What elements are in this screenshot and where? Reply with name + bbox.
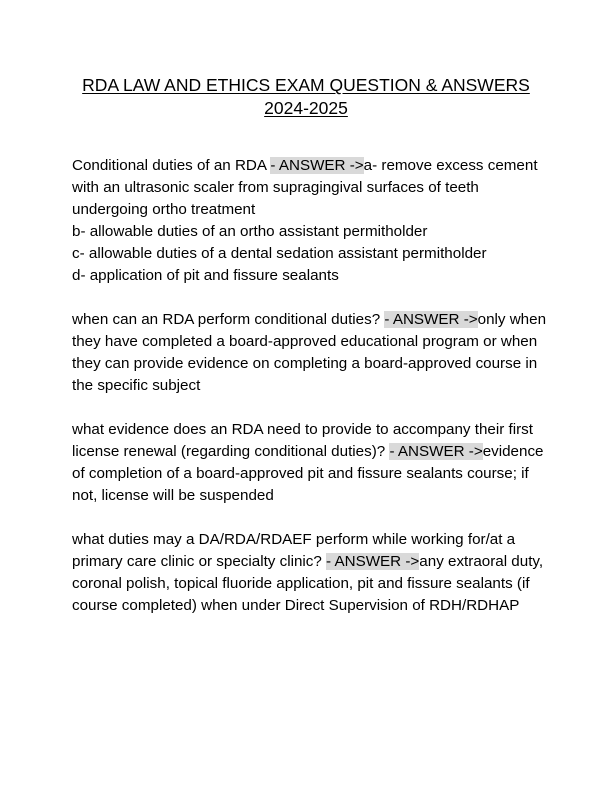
qa-item <box>72 529 547 617</box>
question-text: what evidence does an RDA need to provide to accompany their first license renewal (regarding conditional duties)? <box>72 421 533 460</box>
answer-marker: - ANSWER -> <box>389 443 483 460</box>
answer-text: only when they have completed a board-approved educational program or when they can provide evidence on completing a board-approved course in the specific subject <box>72 311 547 394</box>
answer-option: a- remove excess cement with an ultrasonic scaler from supragingival surfaces of teeth undergoing ortho treatment <box>72 157 538 218</box>
qa-item <box>72 419 547 507</box>
answer-marker: - ANSWER -> <box>326 553 420 570</box>
answer-option: c- allowable duties of a dental sedation assistant permitholder <box>72 245 487 262</box>
question-text: when can an RDA perform conditional duties? <box>72 311 385 328</box>
answer-text: any extraoral duty, coronal polish, topical fluoride application, pit and fissure sealants (if course completed) when under Direct Supervision of RDH/RDHAP <box>72 553 544 614</box>
answer-marker: - ANSWER -> <box>384 311 478 328</box>
question-text: what duties may a DA/RDA/RDAEF perform while working for/at a primary care clinic or specialty clinic? <box>72 531 516 570</box>
title-line-1: RDA LAW AND ETHICS EXAM QUESTION & ANSWERS <box>82 75 530 95</box>
question-text: Conditional duties of an RDA <box>72 157 271 174</box>
answer-text: evidence of completion of a board-approved pit and fissure sealants course; if not, license will be suspended <box>72 443 544 504</box>
qa-list <box>72 155 547 617</box>
qa-item <box>72 309 547 397</box>
document-title <box>0 74 612 120</box>
answer-option: b- allowable duties of an ortho assistant permitholder <box>72 223 428 240</box>
qa-item <box>72 155 547 287</box>
title-line-2: 2024-2025 <box>264 98 348 118</box>
answer-marker: - ANSWER -> <box>270 157 364 174</box>
answer-option: d- application of pit and fissure sealants <box>72 267 339 284</box>
